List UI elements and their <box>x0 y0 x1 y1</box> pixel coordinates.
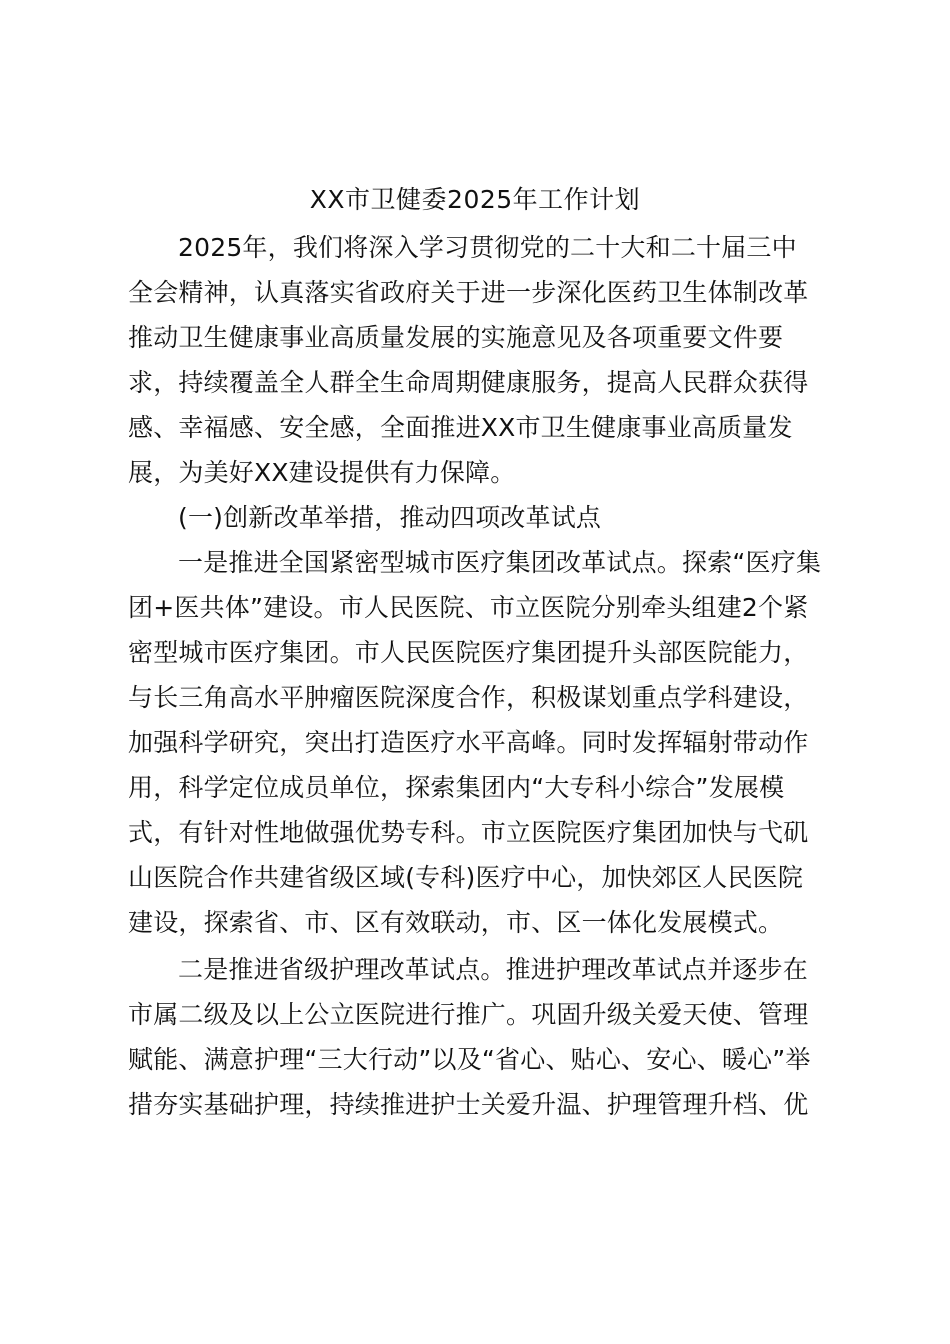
text-line: 全会精神，认真落实省政府关于进一步深化医药卫生体制改革 <box>128 278 809 307</box>
text-line: 2025年，我们将深入学习贯彻党的二十大和二十届三中 <box>178 233 797 262</box>
section-heading: (一)创新改革举措，推动四项改革试点 <box>178 503 602 532</box>
text-line: 加强科学研究，突出打造医疗水平高峰。同时发挥辐射带动作 <box>128 728 809 757</box>
text-line: 求，持续覆盖全人群全生命周期健康服务，提高人民群众获得 <box>128 368 809 397</box>
text-line: 建设，探索省、市、区有效联动，市、区一体化发展模式。 <box>128 908 784 937</box>
text-line: 措夯实基础护理，持续推进护士关爱升温、护理管理升档、优 <box>128 1090 809 1119</box>
text-line: 展，为美好XX建设提供有力保障。 <box>128 458 516 487</box>
text-line: 团+医共体”建设。市人民医院、市立医院分别牵头组建2个紧 <box>128 593 809 622</box>
document-body <box>128 225 828 1127</box>
text-line: 与长三角高水平肿瘤医院深度合作，积极谋划重点学科建设， <box>128 683 809 712</box>
text-line: 赋能、满意护理“三大行动”以及“省心、贴心、安心、暖心”举 <box>128 1045 811 1074</box>
text-line: 式，有针对性地做强优势专科。市立医院医疗集团加快与弋矶 <box>128 818 809 847</box>
text-line: 一是推进全国紧密型城市医疗集团改革试点。探索“医疗集 <box>178 548 822 577</box>
paragraph-city-medical-group <box>128 540 828 945</box>
text-line: 推动卫生健康事业高质量发展的实施意见及各项重要文件要 <box>128 323 784 352</box>
text-line: 感、幸福感、安全感，全面推进XX市卫生健康事业高质量发 <box>128 413 793 442</box>
paragraph-nursing-reform <box>128 947 828 1127</box>
intro-paragraph <box>128 225 828 495</box>
text-line: 密型城市医疗集团。市人民医院医疗集团提升头部医院能力， <box>128 638 809 667</box>
text-line: 市属二级及以上公立医院进行推广。巩固升级关爱天使、管理 <box>128 1000 809 1029</box>
text-line: 用，科学定位成员单位，探索集团内“大专科小综合”发展模 <box>128 773 785 802</box>
text-line: 二是推进省级护理改革试点。推进护理改革试点并逐步在 <box>178 955 809 984</box>
document-title: XX市卫健委2025年工作计划 <box>309 185 641 214</box>
text-line: 山医院合作共建省级区域(专科)医疗中心，加快郊区人民医院 <box>128 863 804 892</box>
